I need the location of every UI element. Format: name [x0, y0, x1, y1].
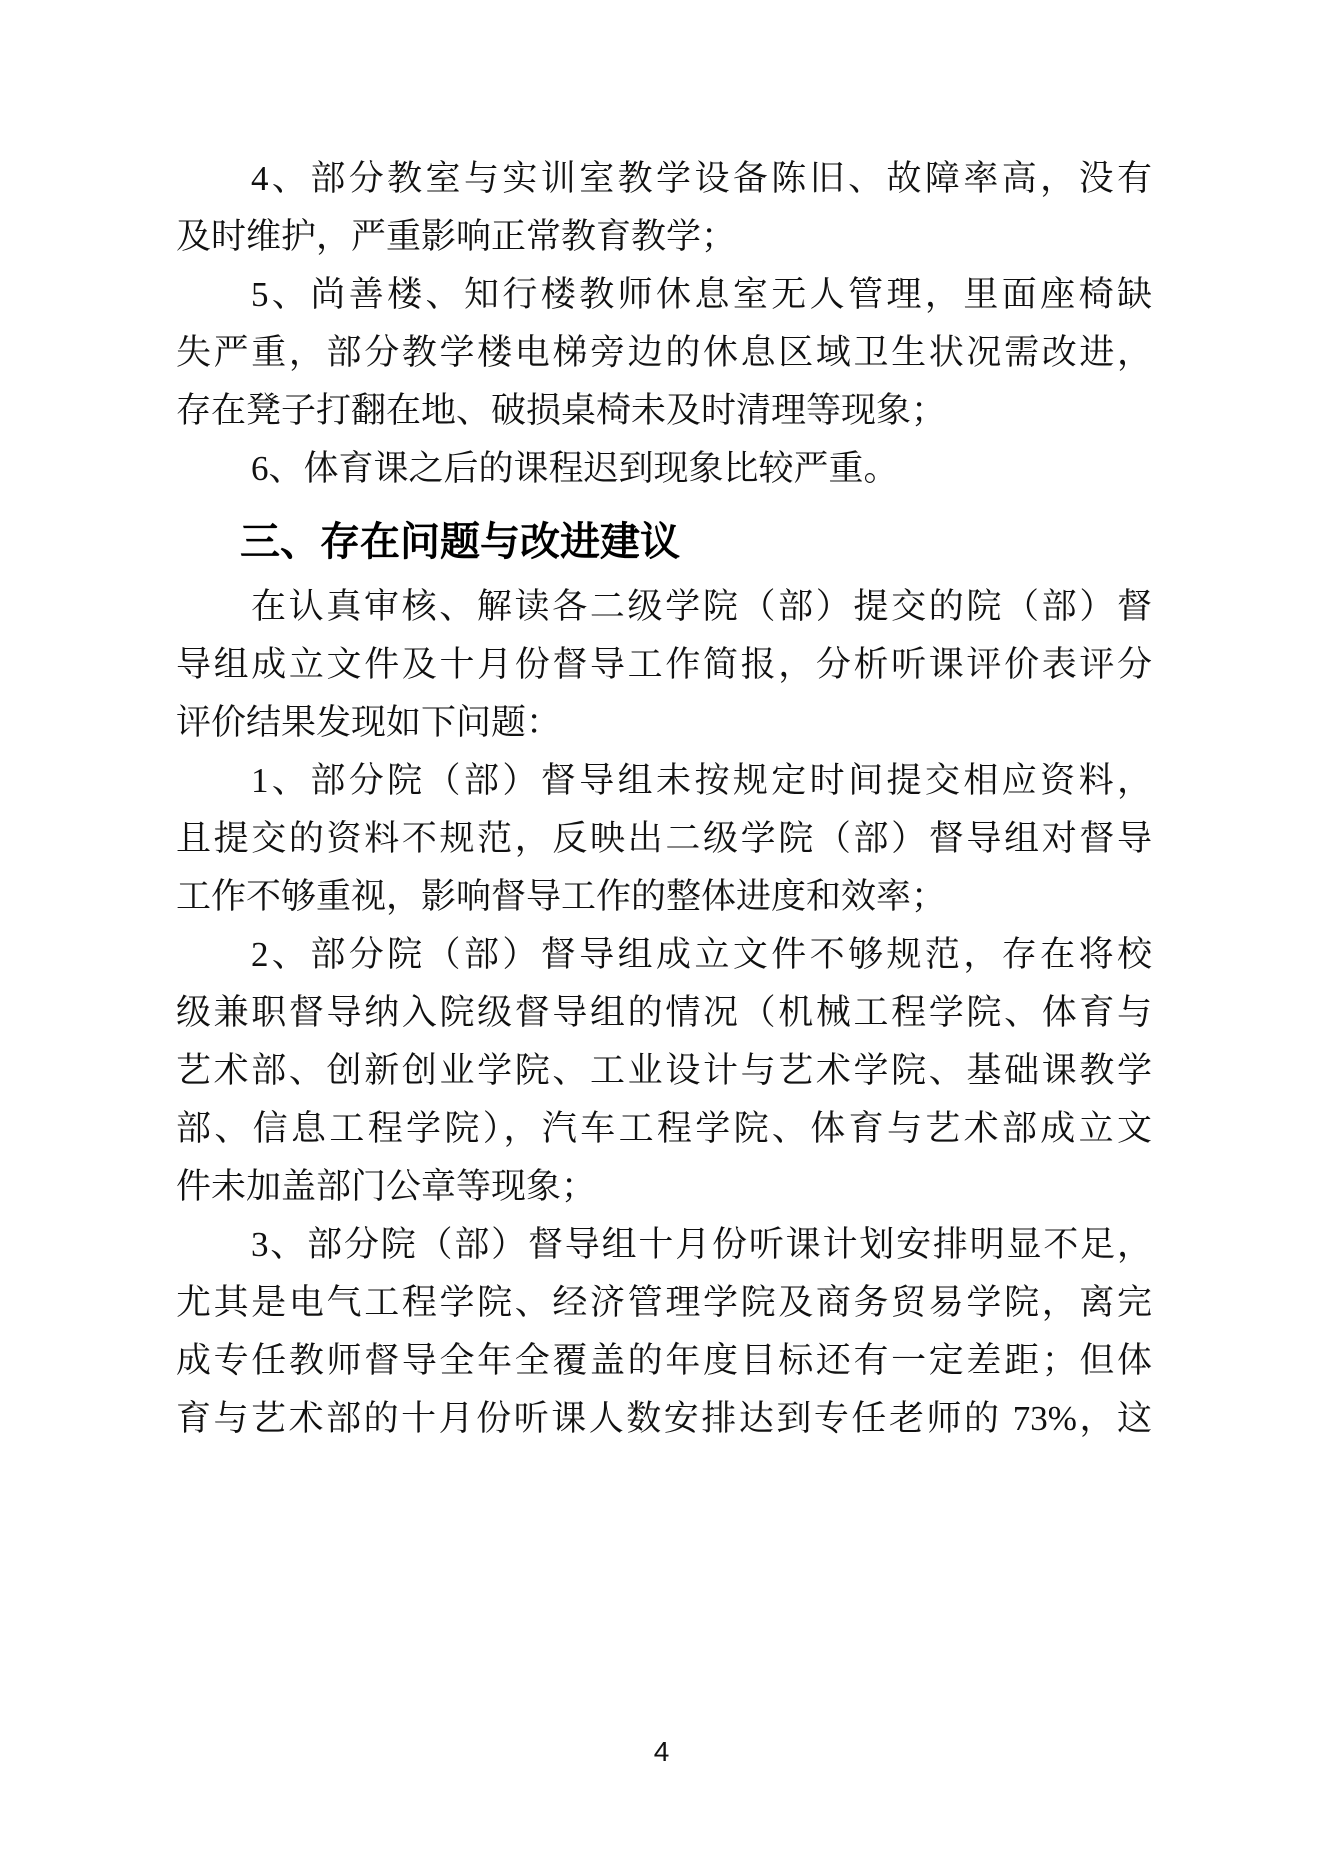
text-line: 艺术部、创新创业学院、工业设计与艺术学院、基础课教学	[176, 1051, 1152, 1090]
text-line: 且提交的资料不规范，反映出二级学院（部）督导组对督导	[176, 819, 1152, 858]
document-body	[176, 150, 1152, 1448]
text-line: 4、部分教室与实训室教学设备陈旧、故障率高，没有	[251, 159, 1152, 198]
text-line: 工作不够重视，影响督导工作的整体进度和效率；	[176, 877, 947, 916]
section-heading: 三、存在问题与改进建议	[240, 520, 680, 564]
text-line: 2、部分院（部）督导组成立文件不够规范，存在将校	[251, 935, 1152, 974]
text-line: 尤其是电气工程学院、经济管理学院及商务贸易学院，离完	[176, 1283, 1152, 1322]
text-line: 级兼职督导纳入院级督导组的情况（机械工程学院、体育与	[176, 993, 1152, 1032]
text-line: 失严重，部分教学楼电梯旁边的休息区域卫生状况需改进，	[176, 333, 1152, 372]
text-line: 部、信息工程学院），汽车工程学院、体育与艺术部成立文	[176, 1109, 1152, 1148]
text-line: 成专任教师督导全年全覆盖的年度目标还有一定差距；但体	[176, 1341, 1152, 1380]
text-line: 评价结果发现如下问题：	[176, 703, 562, 742]
text-line: 5、尚善楼、知行楼教师休息室无人管理，里面座椅缺	[251, 275, 1152, 314]
text-line: 育与艺术部的十月份听课人数安排达到专任老师的 73%，这	[176, 1399, 1152, 1438]
text-line: 在认真审核、解读各二级学院（部）提交的院（部）督	[251, 587, 1152, 626]
page-number: 4	[653, 1736, 670, 1767]
text-line: 及时维护，严重影响正常教育教学；	[176, 217, 737, 256]
text-line: 导组成立文件及十月份督导工作简报，分析听课评价表评分	[176, 645, 1152, 684]
text-line: 存在凳子打翻在地、破损桌椅未及时清理等现象；	[176, 391, 947, 430]
text-line: 3、部分院（部）督导组十月份听课计划安排明显不足，	[251, 1225, 1152, 1264]
text-line: 件未加盖部门公章等现象；	[176, 1167, 597, 1206]
text-line: 1、部分院（部）督导组未按规定时间提交相应资料，	[251, 761, 1152, 800]
text-line: 6、体育课之后的课程迟到现象比较严重。	[251, 449, 899, 488]
